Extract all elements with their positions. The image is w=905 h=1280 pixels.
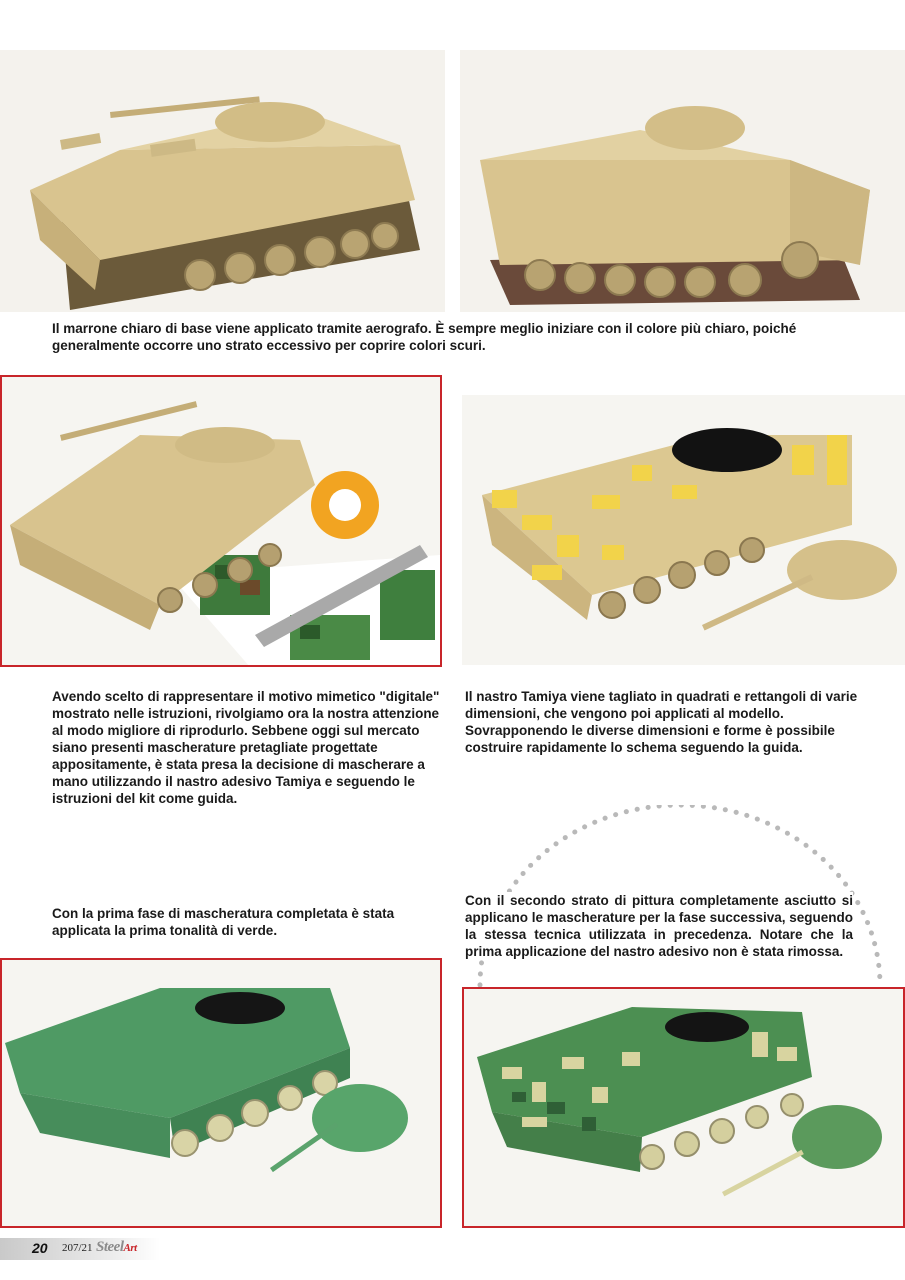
caption-tape-cut: Il nastro Tamiya viene tagliato in quadrati e rettangoli di varie dimensioni, che vengono poi applicati al modello. Sovrapponendo le diverse dimensioni e forme è possibile costruire rapidamente lo schema seguendo la guida. [465,689,858,755]
turret-ring-opening [672,428,782,472]
magazine-logo-name: Steel [96,1239,124,1255]
photo-tools-and-guide [0,375,442,667]
cannon-barrel-camo [722,1150,804,1197]
turret-green [312,1084,408,1152]
tank-camo-image [462,987,905,1228]
page-number: 20 [32,1240,48,1256]
caption-second-coat: Con il secondo strato di pittura completamente asciutto si applicano le mascherature per la fase successiva, seguendo la stessa tecnica utilizzata in precedenza. Notare che la prima applicazione del nastro adesivo non è stata rimossa. [465,893,853,959]
tank-green-image [0,958,442,1228]
turret-detached [787,540,897,600]
magazine-logo [96,1239,137,1256]
magazine-logo-suffix: Art [123,1242,137,1254]
cannon-barrel [702,574,813,630]
tank-masked-image [462,395,905,665]
issue-number: 207/21 [62,1242,93,1254]
turret-camo [792,1105,882,1169]
tank-with-tape-image [0,375,442,667]
page-footer [0,1238,160,1260]
photo-sand-base-front [0,50,445,312]
photo-first-green [0,958,442,1228]
photo-tape-applied [462,395,905,665]
caption-masking-choice: Avendo scelto di rappresentare il motivo mimetico "digitale" mostrato nelle istruzioni, rivolgiamo ora la nostra attenzione al modo migliore di riprodurlo. Sebbene oggi sul mercato siano presenti mascherature pretagliate progettate appositamente, è stata presa la decisione di mascherare a mano utilizzando il nastro adesivo Tamiya e seguendo le istruzioni del kit come guida. [52,689,440,806]
caption-sand-base: Il marrone chiaro di base viene applicato tramite aerografo. È sempre meglio iniziare con il colore più chiaro, poiché generalmente occorre uno strato eccessivo per coprire colori scuri. [52,321,797,353]
tank-sand-front-image [0,50,445,312]
turret-ring-opening-camo [665,1012,749,1042]
caption-first-green: Con la prima fase di mascheratura completata è stata applicata la prima tonalità di verde. [52,906,395,938]
photo-second-coat [462,987,905,1228]
photo-sand-base-rear [460,50,905,312]
tank-sand-rear-image [460,50,905,312]
turret-ring-opening-green [195,992,285,1024]
cannon-barrel-green [270,1122,338,1172]
